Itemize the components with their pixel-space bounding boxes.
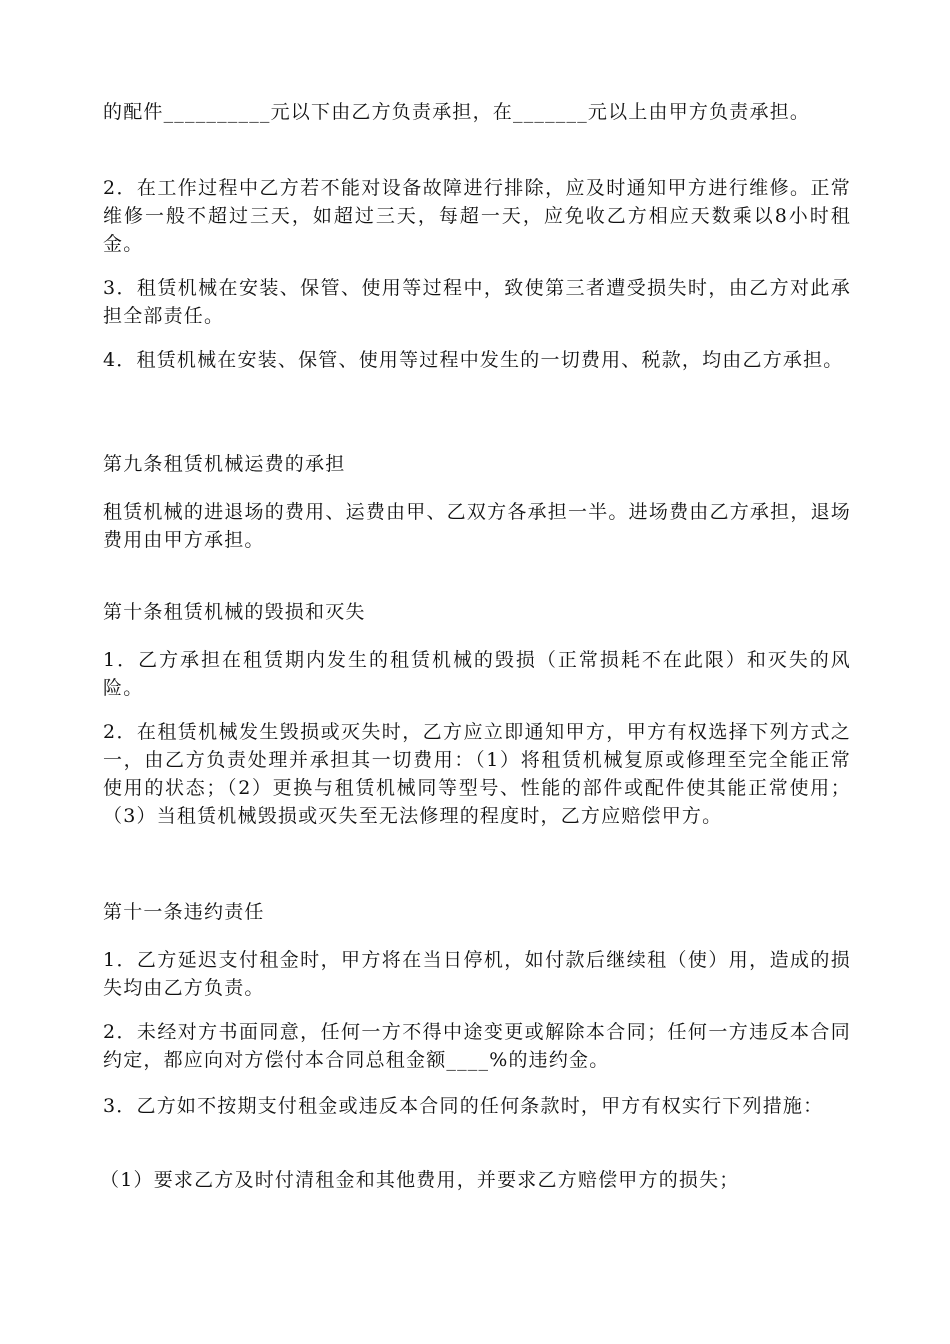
paragraph-clause-2-repair: 2．在工作过程中乙方若不能对设备故障进行排除，应及时通知甲方进行维修。正常维修一般不超过三天，如超过三天，每超一天，应免收乙方相应天数乘以8小时租金。	[103, 177, 851, 255]
heading-article-11: 第十一条违约责任	[103, 901, 265, 923]
paragraph-damage-options: 2．在租赁机械发生毁损或灭失时，乙方应立即通知甲方，甲方有权选择下列方式之一，由乙方负责处理并承担其一切费用：（1）将租赁机械复原或修理至完全能正常使用的状态；（2）更换与租赁机械同等型号、性能的部件或配件使其能正常使用；（3）当租赁机械毁损或灭失至无法修理的程度时，乙方应赔偿甲方。	[103, 721, 851, 827]
paragraph-measures-intro: 3．乙方如不按期支付租金或违反本合同的任何条款时，甲方有权实行下列措施：	[103, 1095, 824, 1117]
paragraph-parts-cost: 的配件__________元以下由乙方负责承担，在_______元以上由甲方负责承担。	[103, 101, 811, 123]
paragraph-late-payment: 1．乙方延迟支付租金时，甲方将在当日停机，如付款后继续租（使）用，造成的损失均由乙方负责。	[103, 949, 851, 999]
paragraph-breach-penalty: 2．未经对方书面同意，任何一方不得中途变更或解除本合同；任何一方违反本合同约定，都应向对方偿付本合同总租金额____%的违约金。	[103, 1021, 851, 1071]
heading-article-10: 第十条租赁机械的毁损和灭失	[103, 601, 366, 623]
heading-article-9: 第九条租赁机械运费的承担	[103, 453, 346, 475]
paragraph-clause-3-third-party: 3．租赁机械在安装、保管、使用等过程中，致使第三者遭受损失时，由乙方对此承担全部责任。	[103, 277, 851, 327]
paragraph-damage-risk: 1．乙方承担在租赁期内发生的租赁机械的毁损（正常损耗不在此限）和灭失的风险。	[103, 649, 851, 699]
paragraph-transport-fees: 租赁机械的进退场的费用、运费由甲、乙双方各承担一半。进场费由乙方承担，退场费用由甲方承担。	[103, 501, 851, 551]
paragraph-measure-1: （1）要求乙方及时付清租金和其他费用，并要求乙方赔偿甲方的损失；	[100, 1169, 740, 1191]
paragraph-clause-4-fees: 4．租赁机械在安装、保管、使用等过程中发生的一切费用、税款，均由乙方承担。	[103, 349, 844, 371]
